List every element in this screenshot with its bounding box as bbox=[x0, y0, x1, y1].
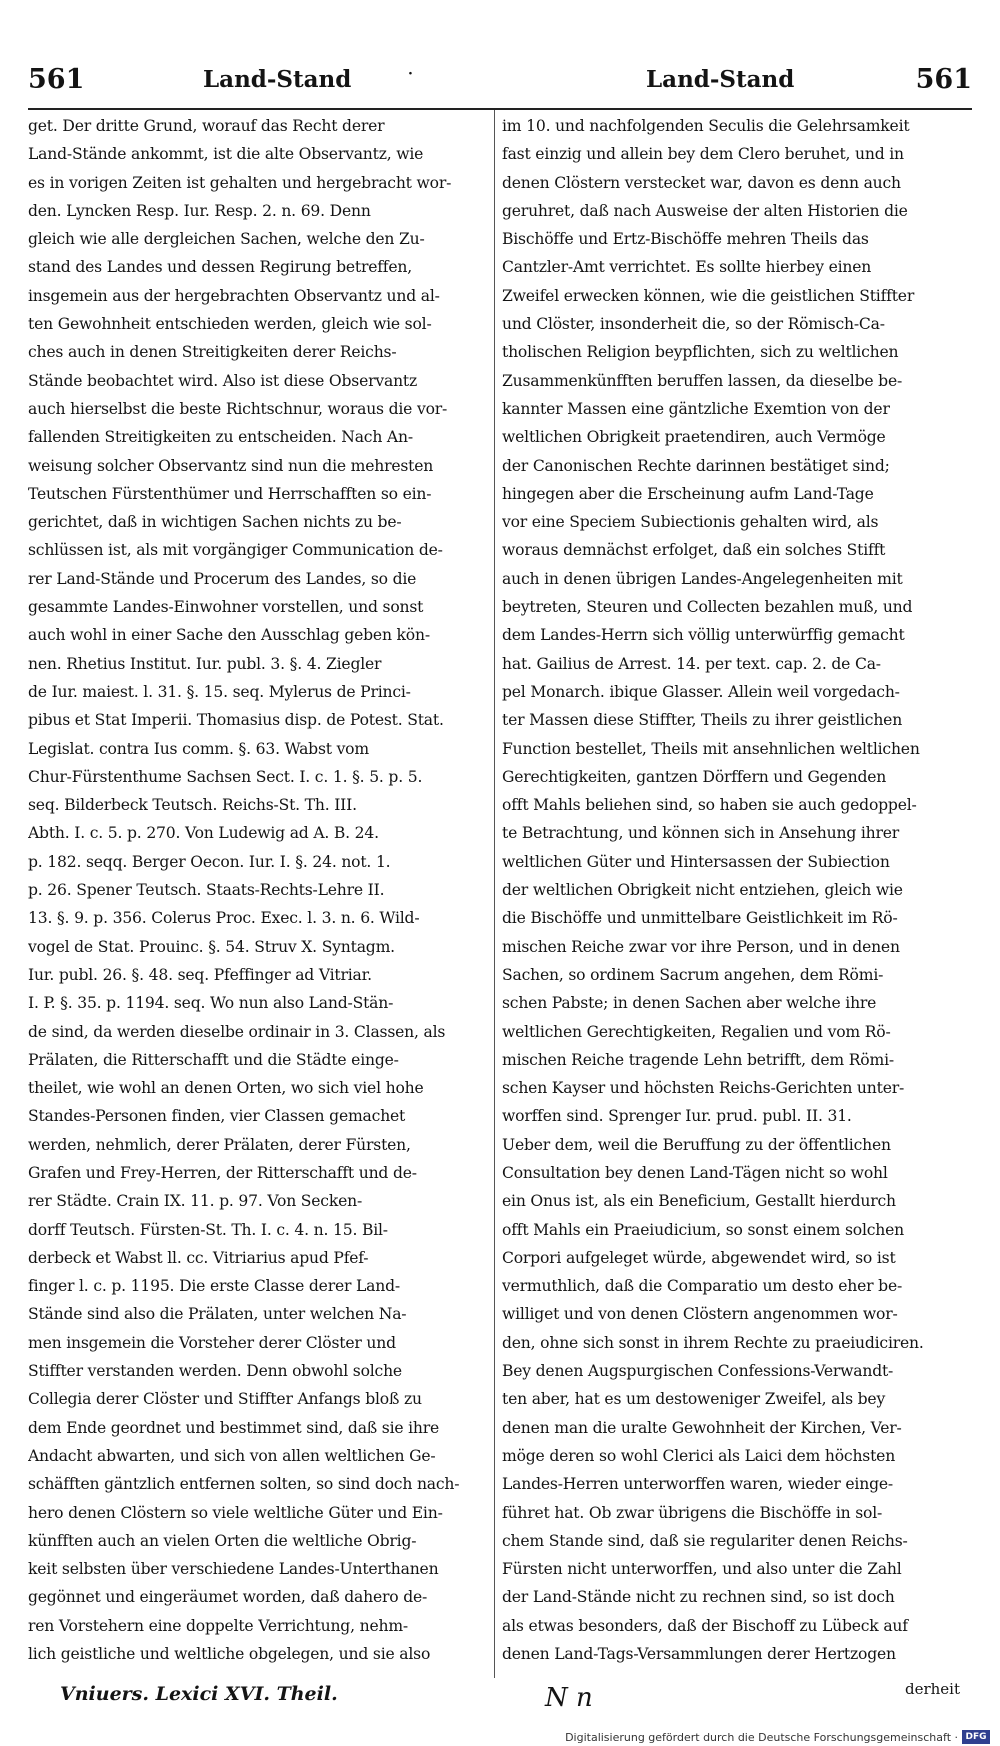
text-line: vermuthlich, daß die Comparatio um desto eher be- bbox=[502, 1277, 903, 1296]
text-line bbox=[502, 1668, 972, 1672]
text-line: schen Pabste; in denen Sachen aber welche ihre bbox=[502, 994, 877, 1013]
text-line: den, ohne sich sonst in ihrem Rechte zu praeiudiciren. bbox=[502, 1333, 924, 1352]
text-line: Andacht abwarten, und sich von allen weltlichen Ge- bbox=[28, 1446, 436, 1465]
text-line: derbeck et Wabst ll. cc. Vitriarius apud Pfef- bbox=[28, 1248, 369, 1267]
text-line: ter Massen diese Stiffter, Theils zu ihrer geistlichen bbox=[502, 711, 903, 730]
text-line: der weltlichen Obrigkeit nicht entziehen, gleich wie bbox=[502, 881, 903, 900]
text-line: kannter Massen eine gäntzliche Exemtion von der bbox=[502, 399, 890, 418]
text-line: Zweifel erwecken können, wie die geistlichen Stiffter bbox=[502, 286, 915, 305]
digitization-credit: Digitalisierung gefördert durch die Deutsche Forschungsgemeinschaft · bbox=[565, 1731, 958, 1744]
text-line: worffen sind. Sprenger Iur. prud. publ. II. 31. bbox=[502, 1107, 852, 1126]
text-line: 13. §. 9. p. 356. Colerus Proc. Exec. l. 3. n. 6. Wild- bbox=[28, 909, 420, 928]
text-line: schäfften gäntzlich entfernen solten, so sind doch nach- bbox=[28, 1475, 460, 1494]
page-number-right: 561 bbox=[915, 64, 972, 95]
signature-line: Vniuers. Lexici XVI. Theil. bbox=[60, 1683, 338, 1705]
text-line: mischen Reiche tragende Lehn betrifft, dem Römi- bbox=[502, 1050, 894, 1069]
text-line: seq. Bilderbeck Teutsch. Reichs-St. Th. III. bbox=[28, 796, 357, 815]
text-line: gegönnet und eingeräumet worden, daß dahero de- bbox=[28, 1588, 428, 1607]
text-line: williget und von denen Clöstern angenommen wor- bbox=[502, 1305, 898, 1324]
text-line: geruhret, daß nach Ausweise der alten Historien die bbox=[502, 201, 908, 220]
text-line: der Canonischen Rechte darinnen bestätiget sind; bbox=[502, 456, 890, 475]
text-line: ches auch in denen Streitigkeiten derer Reichs- bbox=[28, 343, 397, 362]
text-line: künfften auch an vielen Orten die weltliche Obrig- bbox=[28, 1531, 417, 1550]
text-line: fast einzig und allein bey dem Clero beruhet, und in bbox=[502, 145, 904, 164]
page-number-left: 561 bbox=[28, 64, 85, 95]
text-line: vor eine Speciem Subiectionis gehalten wird, als bbox=[502, 513, 879, 532]
text-line: führet hat. Ob zwar übrigens die Bischöffe in sol- bbox=[502, 1503, 883, 1522]
text-line: finger l. c. p. 1195. Die erste Classe derer Land- bbox=[28, 1277, 400, 1296]
text-line: offt Mahls beliehen sind, so haben sie auch gedoppel- bbox=[502, 796, 917, 815]
text-line: weltlichen Obrigkeit praetendiren, auch Vermöge bbox=[502, 428, 886, 447]
text-line: I. P. §. 35. p. 1194. seq. Wo nun also Land-Stän- bbox=[28, 994, 394, 1013]
text-line: weisung solcher Observantz sind nun die mehresten bbox=[28, 456, 434, 475]
text-line: weltlichen Gerechtigkeiten, Regalien und vom Rö- bbox=[502, 1022, 891, 1041]
text-line: schlüssen ist, als mit vorgängiger Communication de- bbox=[28, 541, 443, 560]
text-line: ein Onus ist, als ein Beneficium, Gestallt hierdurch bbox=[502, 1192, 896, 1211]
text-line: Gerechtigkeiten, gantzen Dörffern und Gegenden bbox=[502, 767, 887, 786]
text-line: und Clöster, insonderheit die, so der Römisch-Ca- bbox=[502, 315, 885, 334]
text-line: mischen Reiche zwar vor ihre Person, und in denen bbox=[502, 937, 900, 956]
text-line: gesammte Landes-Einwohner vorstellen, und sonst bbox=[28, 598, 424, 617]
text-line: gerichtet, daß in wichtigen Sachen nichts zu be- bbox=[28, 513, 402, 532]
text-line: ten Gewohnheit entschieden werden, gleich wie sol- bbox=[28, 315, 432, 334]
text-line: denen Clöstern verstecket war, davon es denn auch bbox=[502, 173, 901, 192]
text-line: Land-Stände ankommt, ist die alte Observantz, wie bbox=[28, 145, 424, 164]
text-line: auch hierselbst die beste Richtschnur, woraus die vor- bbox=[28, 399, 448, 418]
text-line: Cantzler-Amt verrichtet. Es sollte hierbey einen bbox=[502, 258, 872, 277]
text-line: auch in denen übrigen Landes-Angelegenheiten mit bbox=[502, 569, 903, 588]
running-head-right: Land-Stand bbox=[646, 66, 795, 93]
text-line: ten aber, hat es um destoweniger Zweifel, als bey bbox=[502, 1390, 886, 1409]
text-line bbox=[28, 1668, 490, 1672]
text-line: stand des Landes und dessen Regirung betreffen, bbox=[28, 258, 412, 277]
text-line: Corpori aufgeleget würde, abgewendet wird, so ist bbox=[502, 1248, 896, 1267]
text-line: rer Städte. Crain IX. 11. p. 97. Von Secken- bbox=[28, 1192, 363, 1211]
text-line: vogel de Stat. Prouinc. §. 54. Struv X. Syntagm. bbox=[28, 937, 395, 956]
text-line: rer Land-Stände und Procerum des Landes, so die bbox=[28, 569, 417, 588]
text-line: Abth. I. c. 5. p. 270. Von Ludewig ad A. B. 24. bbox=[28, 824, 379, 843]
text-line: offt Mahls ein Praeiudicium, so sonst einem solchen bbox=[502, 1220, 905, 1239]
header-rule bbox=[28, 108, 972, 110]
text-column-right bbox=[502, 112, 972, 1672]
dfg-logo: DFG bbox=[962, 1730, 990, 1744]
text-line: Consultation bey denen Land-Tägen nicht so wohl bbox=[502, 1163, 888, 1182]
text-line: im 10. und nachfolgenden Seculis die Gelehrsamkeit bbox=[502, 117, 910, 135]
text-line: fallenden Streitigkeiten zu entscheiden. Nach An- bbox=[28, 428, 413, 447]
catchword: derheit bbox=[905, 1680, 961, 1698]
text-line: möge deren so wohl Clerici als Laici dem höchsten bbox=[502, 1446, 896, 1465]
text-line: keit selbsten über verschiedene Landes-Unterthanen bbox=[28, 1560, 439, 1579]
text-line: tholischen Religion beypflichten, sich zu weltlichen bbox=[502, 343, 899, 362]
page-header bbox=[28, 62, 972, 102]
text-line: Zusammenkünfften beruffen lassen, da dieselbe be- bbox=[502, 371, 903, 390]
text-line: get. Der dritte Grund, worauf das Recht derer bbox=[28, 117, 385, 135]
text-line: ren Vorstehern eine doppelte Verrichtung, nehm- bbox=[28, 1616, 408, 1635]
text-line: denen Land-Tags-Versammlungen derer Hertzogen bbox=[502, 1645, 896, 1664]
text-line: Prälaten, die Ritterschafft und die Städte einge- bbox=[28, 1050, 399, 1069]
running-head-left: Land-Stand bbox=[203, 66, 352, 93]
text-line: woraus demnächst erfolget, daß ein solches Stifft bbox=[502, 541, 886, 560]
text-line: p. 26. Spener Teutsch. Staats-Rechts-Lehre II. bbox=[28, 881, 385, 900]
text-line: Bey denen Augspurgischen Confessions-Verwandt- bbox=[502, 1362, 894, 1381]
text-line: der Land-Stände nicht zu rechnen sind, so ist doch bbox=[502, 1588, 895, 1607]
text-line: Sachen, so ordinem Sacrum angehen, dem Römi- bbox=[502, 965, 884, 984]
text-line: hero denen Clöstern so viele weltliche Güter und Ein- bbox=[28, 1503, 443, 1522]
text-line: Function bestellet, Theils mit ansehnlichen weltlichen bbox=[502, 739, 920, 758]
text-line: nen. Rhetius Institut. Iur. publ. 3. §. 4. Ziegler bbox=[28, 654, 382, 673]
text-line: den. Lyncken Resp. Iur. Resp. 2. n. 69. Denn bbox=[28, 201, 371, 220]
text-column-left bbox=[28, 112, 490, 1672]
text-line: Chur-Fürstenthume Sachsen Sect. I. c. 1. §. 5. p. 5. bbox=[28, 767, 423, 786]
text-line: dem Landes-Herrn sich völlig unterwürffig gemacht bbox=[502, 626, 905, 645]
text-line: beytreten, Steuren und Collecten bezahlen muß, und bbox=[502, 598, 913, 617]
text-line: dem Ende geordnet und bestimmet sind, daß sie ihre bbox=[28, 1418, 440, 1437]
text-line: Legislat. contra Ius comm. §. 63. Wabst vom bbox=[28, 739, 369, 758]
text-line: gleich wie alle dergleichen Sachen, welche den Zu- bbox=[28, 230, 425, 249]
text-line: hingegen aber die Erscheinung aufm Land-Tage bbox=[502, 484, 874, 503]
text-line: Fürsten nicht unterworffen, und also unter die Zahl bbox=[502, 1560, 902, 1579]
text-line: schen Kayser und höchsten Reichs-Gerichten unter- bbox=[502, 1079, 905, 1098]
text-line: te Betrachtung, und können sich in Ansehung ihrer bbox=[502, 824, 900, 843]
text-line: insgemein aus der hergebrachten Observantz und al- bbox=[28, 286, 440, 305]
text-line: p. 182. seqq. Berger Oecon. Iur. I. §. 24. not. 1. bbox=[28, 852, 391, 871]
text-line: Stände sind also die Prälaten, unter welchen Na- bbox=[28, 1305, 407, 1324]
text-line: werden, nehmlich, derer Prälaten, derer Fürsten, bbox=[28, 1135, 411, 1154]
text-line: Bischöffe und Ertz-Bischöffe mehren Theils das bbox=[502, 230, 869, 249]
text-line: lich geistliche und weltliche obgelegen, und sie also bbox=[28, 1645, 431, 1664]
text-line: es in vorigen Zeiten ist gehalten und hergebracht wor- bbox=[28, 173, 452, 192]
text-line: Grafen und Frey-Herren, der Ritterschafft und de- bbox=[28, 1163, 417, 1182]
text-line: men insgemein die Vorsteher derer Clöster und bbox=[28, 1333, 396, 1352]
text-line: die Bischöffe und unmittelbare Geistlichkeit im Rö- bbox=[502, 909, 898, 928]
text-line: theilet, wie wohl an denen Orten, wo sich viel hohe bbox=[28, 1079, 424, 1098]
text-line: Collegia derer Clöster und Stiffter Anfangs bloß zu bbox=[28, 1390, 422, 1409]
column-divider bbox=[494, 110, 495, 1678]
text-line: als etwas besonders, daß der Bischoff zu Lübeck auf bbox=[502, 1616, 908, 1635]
text-line: Teutschen Fürstenthümer und Herrschafften so ein- bbox=[28, 484, 432, 503]
text-line: dorff Teutsch. Fürsten-St. Th. I. c. 4. n. 15. Bil- bbox=[28, 1220, 388, 1239]
text-line: auch wohl in einer Sache den Ausschlag geben kön- bbox=[28, 626, 430, 645]
text-line: hat. Gailius de Arrest. 14. per text. cap. 2. de Ca- bbox=[502, 654, 881, 673]
text-line: Stiffter verstanden werden. Denn obwohl solche bbox=[28, 1362, 402, 1381]
text-line: Ueber dem, weil die Beruffung zu der öffentlichen bbox=[502, 1135, 891, 1154]
text-line: Standes-Personen finden, vier Classen gemachet bbox=[28, 1107, 406, 1126]
signature-mark: N n bbox=[545, 1683, 593, 1713]
text-line: pibus et Stat Imperii. Thomasius disp. de Potest. Stat. bbox=[28, 711, 444, 730]
text-line: de sind, da werden dieselbe ordinair in 3. Classen, als bbox=[28, 1022, 446, 1041]
text-line: denen man die uralte Gewohnheit der Kirchen, Ver- bbox=[502, 1418, 902, 1437]
text-line: Iur. publ. 26. §. 48. seq. Pfeffinger ad Vitriar. bbox=[28, 965, 372, 984]
text-line: Stände beobachtet wird. Also ist diese Observantz bbox=[28, 371, 417, 390]
text-line: de Iur. maiest. l. 31. §. 15. seq. Mylerus de Princi- bbox=[28, 682, 411, 701]
text-line: pel Monarch. ibique Glasser. Allein weil vorgedach- bbox=[502, 682, 900, 701]
text-line: weltlichen Güter und Hintersassen der Subiection bbox=[502, 852, 890, 871]
header-ornament: · bbox=[408, 66, 413, 82]
text-line: Landes-Herren unterworffen waren, wieder einge- bbox=[502, 1475, 893, 1494]
text-line: chem Stande sind, daß sie regulariter denen Reichs- bbox=[502, 1531, 908, 1550]
